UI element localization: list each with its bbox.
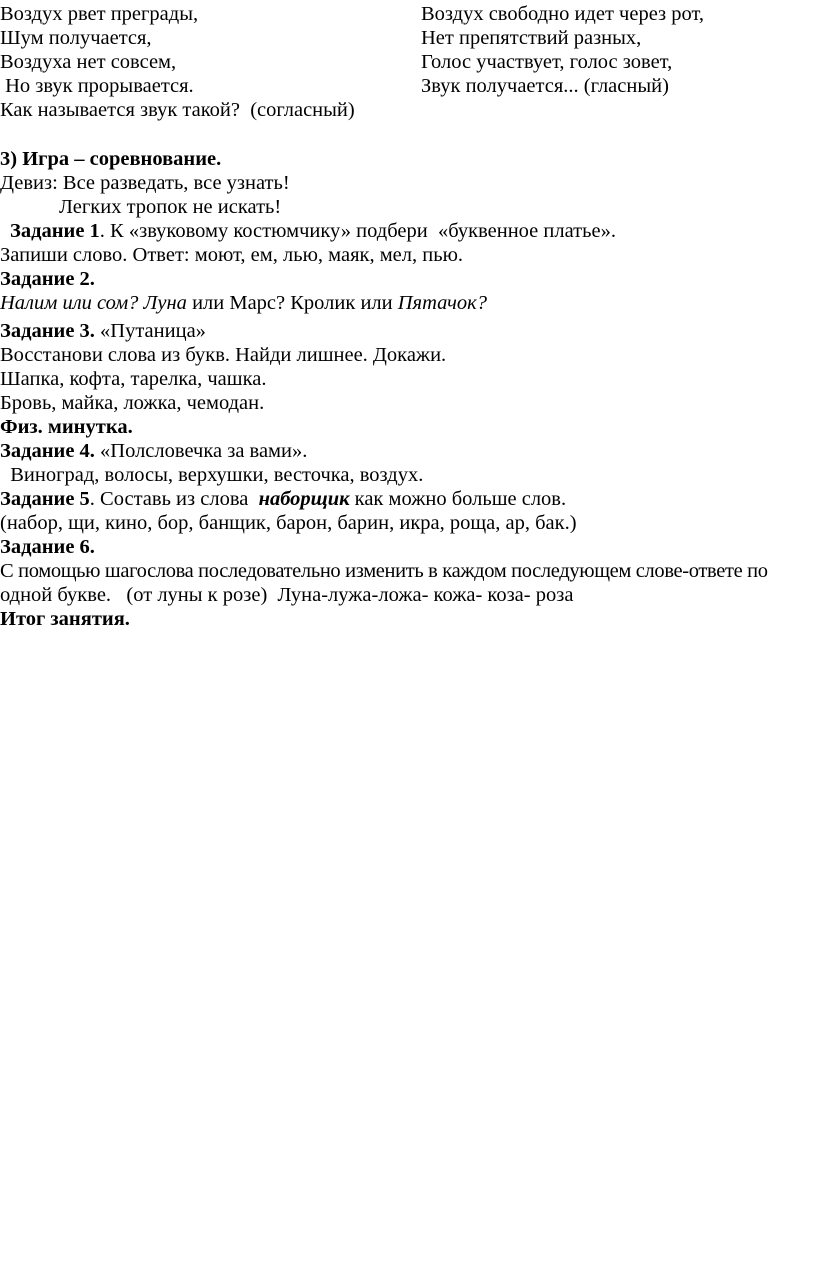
task4-line-2: Виноград, волосы, верхушки, весточка, воздух. [0,464,424,486]
task5-line-1 [0,487,566,511]
poem-left-line-1: Воздух рвет преграды, [0,3,199,25]
task2-line [0,291,487,315]
task6-line-1: С помощью шагослова последовательно изменить в каждом последующем слове-ответе по [0,560,768,582]
summary-label: Итог занятия. [0,608,130,630]
poem-right-line-4: Звук получается... (гласный) [421,75,669,97]
poem-left-line-3: Воздуха нет совсем, [0,51,177,73]
task3-label: Задание 3. [0,320,95,342]
game-motto-line-1: Девиз: Все разведать, все узнать! [0,172,290,194]
task4-text: «Полсловечка за вами». [94,440,308,462]
task6-label: Задание 6. [0,536,95,558]
task5-word: наборщик [258,488,350,510]
task3-text: «Путаница» [94,320,206,342]
phys-minute-label: Физ. минутка. [0,416,133,438]
task5-text-after: как можно больше слов. [349,488,567,510]
task1-label: Задание 1 [10,220,100,242]
task3-line-3: Шапка, кофта, тарелка, чашка. [0,368,267,390]
task2-part1: Налим или сом? Луна [0,292,187,314]
poem-right-line-1: Воздух свободно идет через рот, [421,3,705,25]
task1-line-2: Запиши слово. Ответ: моют, ем, лью, маяк, мел, пью. [0,244,464,266]
poem-right-line-3: Голос участвует, голос зовет, [421,51,673,73]
poem-left-line-4: Но звук прорывается. [0,75,194,97]
task2-part3: Пятачок? [397,292,487,314]
task4-label: Задание 4. [0,440,95,462]
game-heading: 3) Игра – соревнование. [0,148,222,170]
task1-line-1 [10,219,616,243]
task4-line-1 [0,439,307,463]
poem-question: Как называется звук такой? (согласный) [0,99,355,121]
task5-label: Задание 5 [0,488,90,510]
task6-line-2: одной букве. (от луны к розе) Луна-лужа-ложа- кожа- коза- роза [0,584,574,606]
task3-line-4: Бровь, майка, ложка, чемодан. [0,392,265,414]
game-motto-line-2: Легких тропок не искать! [59,196,282,218]
task5-line-2: (набор, щи, кино, бор, банщик, барон, барин, икра, роща, ар, бак.) [0,512,577,534]
task2-part2: или Марс? Кролик или [186,292,398,314]
task3-line-2: Восстанови слова из букв. Найди лишнее. Докажи. [0,344,447,366]
task2-label: Задание 2. [0,268,95,290]
task5-text-before: . Составь из слова [89,488,259,510]
task1-text: . К «звуковому костюмчику» подбери «буквенное платье». [99,220,616,242]
poem-right-line-2: Нет препятствий разных, [421,27,642,49]
poem-left-line-2: Шум получается, [0,27,152,49]
task3-line-1 [0,319,206,343]
